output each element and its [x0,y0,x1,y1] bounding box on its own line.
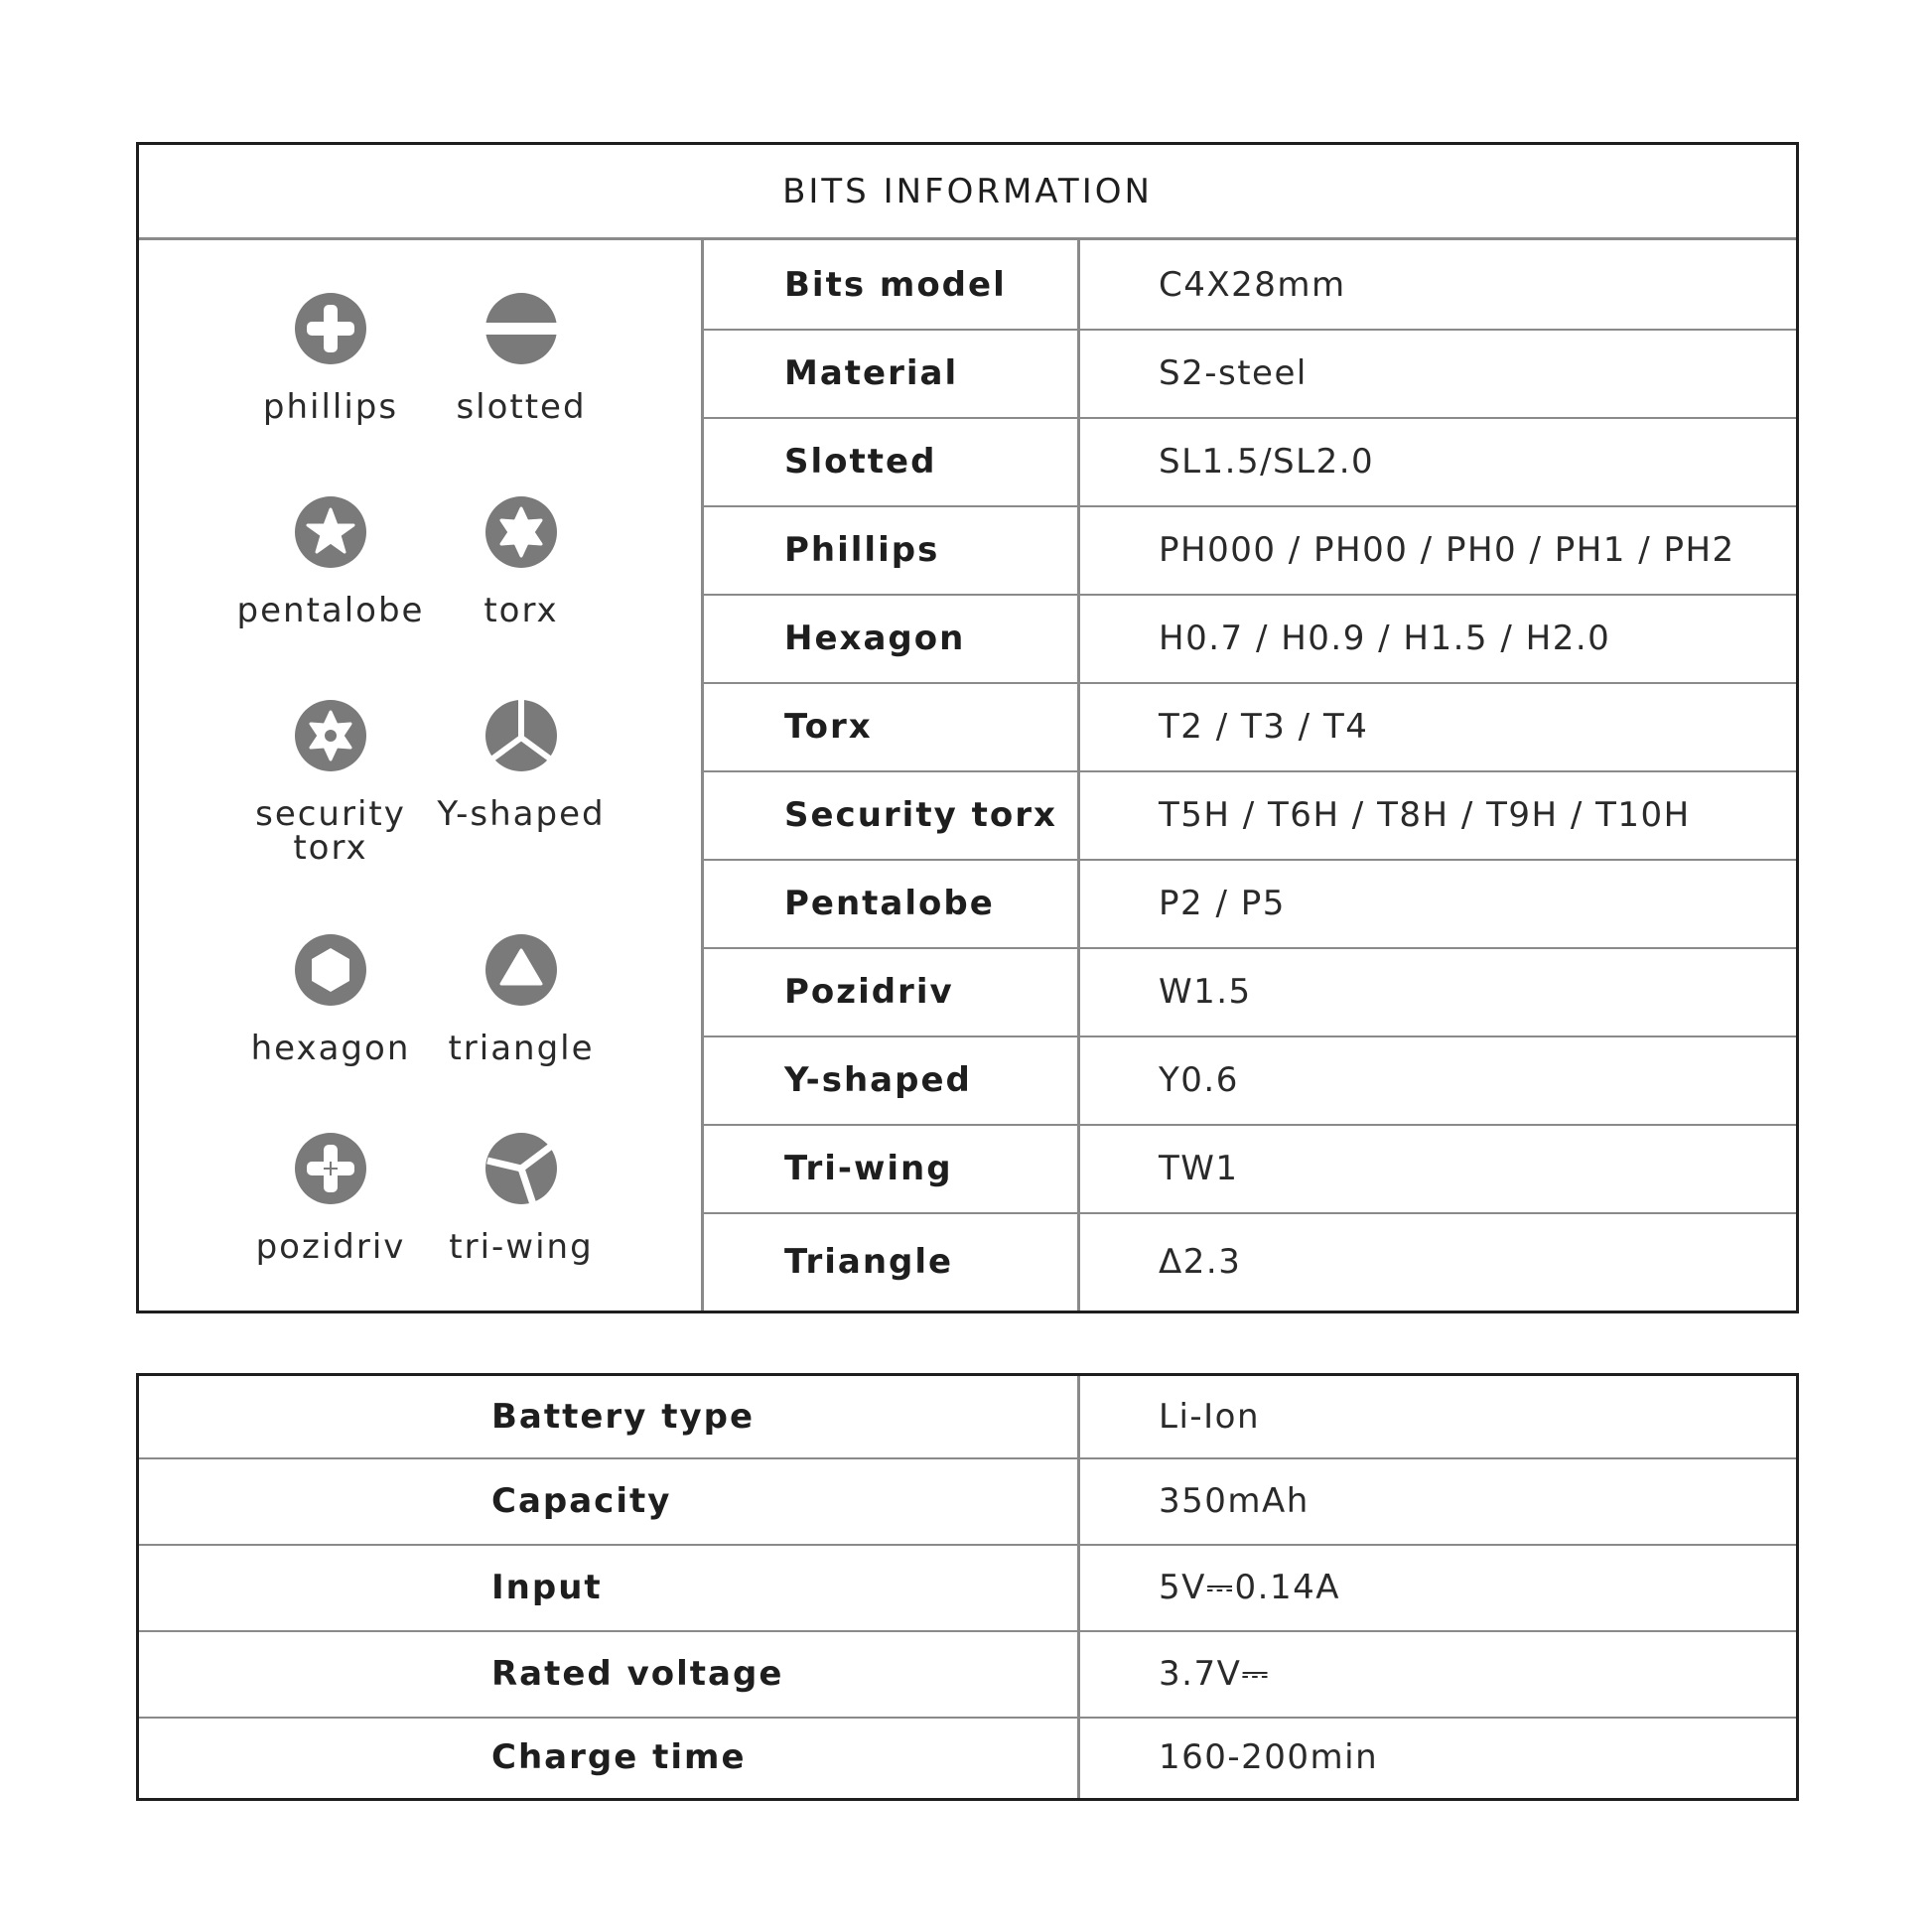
bit-type-y-shaped [422,698,621,834]
spec-label-phillips: Phillips [784,529,940,570]
bit-type-label: pozidriv [255,1227,406,1267]
tri-wing-icon [483,1131,559,1206]
bit-type-label: security torx [255,794,406,868]
row-divider [139,1630,1796,1632]
phillips-icon [293,291,368,366]
battery-label-type: Battery type [491,1397,756,1437]
row-divider [139,1544,1796,1546]
bits-table-title: BITS INFORMATION [139,145,1796,240]
bit-type-label: hexagon [250,1029,411,1068]
spec-label-slotted: Slotted [784,441,937,482]
spec-value-material: S2-steel [1159,352,1308,393]
spec-value-torx: T2 / T3 / T4 [1159,706,1369,747]
spec-label-hexagon: Hexagon [784,618,966,658]
battery-information-table [136,1373,1799,1801]
battery-column-divider [1077,1376,1080,1798]
battery-label-capacity: Capacity [491,1480,672,1521]
spec-value-y-shaped: Y0.6 [1159,1059,1239,1100]
battery-value-charge-time: 160-200min [1159,1737,1379,1777]
row-divider [139,1717,1796,1719]
spec-value-pozidriv: W1.5 [1159,971,1252,1012]
spec-label-material: Material [784,352,959,393]
spec-value-triangle: Δ2.3 [1159,1241,1242,1282]
spec-value-slotted: SL1.5/SL2.0 [1159,441,1375,482]
y-shaped-icon [483,698,559,773]
spec-value-bits-model: C4X28mm [1159,264,1346,305]
spec-label-bits-model: Bits model [784,264,1007,305]
spec-value-pentalobe: P2 / P5 [1159,883,1286,923]
battery-value-capacity: 350mAh [1159,1480,1310,1521]
bit-type-label: triangle [448,1029,595,1068]
battery-value-rated-voltage: 3.7V⎓ [1159,1653,1270,1694]
spec-label-pozidriv: Pozidriv [784,971,954,1012]
spec-label-y-shaped: Y-shaped [784,1059,972,1100]
spec-value-tri-wing: TW1 [1159,1148,1239,1188]
spec-label-pentalobe: Pentalobe [784,883,995,923]
hexagon-icon [293,932,368,1008]
icon-column-divider [701,240,704,1311]
bit-type-label: phillips [262,387,399,427]
slotted-icon [483,291,559,366]
bit-type-label: Y-shaped [437,794,606,834]
bit-type-pozidriv [231,1131,430,1267]
pentalobe-icon [293,494,368,570]
bit-type-hexagon [231,932,430,1068]
spec-label-tri-wing: Tri-wing [784,1148,953,1188]
spec-label-torx: Torx [784,706,873,747]
bit-type-tri-wing [422,1131,621,1267]
bit-type-label: tri-wing [449,1227,594,1267]
row-divider [139,1457,1796,1459]
battery-label-charge-time: Charge time [491,1737,747,1777]
bits-information-table [136,142,1799,1313]
spec-column-divider [1077,240,1080,1311]
triangle-icon [483,932,559,1008]
bit-type-slotted [422,291,621,427]
bit-type-pentalobe [231,494,430,630]
bit-type-torx [422,494,621,630]
spec-label-triangle: Triangle [784,1241,954,1282]
battery-label-input: Input [491,1567,603,1607]
torx-icon [483,494,559,570]
spec-label-security-torx: Security torx [784,794,1057,835]
spec-value-phillips: PH000 / PH00 / PH0 / PH1 / PH2 [1159,529,1735,570]
spec-value-hexagon: H0.7 / H0.9 / H1.5 / H2.0 [1159,618,1611,658]
battery-value-input: 5V⎓0.14A [1159,1567,1340,1607]
bit-type-label: pentalobe [236,591,425,630]
bit-type-phillips [231,291,430,427]
bit-type-label: slotted [456,387,587,427]
battery-label-rated-voltage: Rated voltage [491,1653,784,1694]
battery-value-type: Li-Ion [1159,1397,1261,1437]
bit-type-label: torx [483,591,559,630]
bit-type-security-torx [231,698,430,868]
bit-type-triangle [422,932,621,1068]
security-torx-icon [293,698,368,773]
spec-value-security-torx: T5H / T6H / T8H / T9H / T10H [1159,794,1691,835]
pozidriv-icon [293,1131,368,1206]
